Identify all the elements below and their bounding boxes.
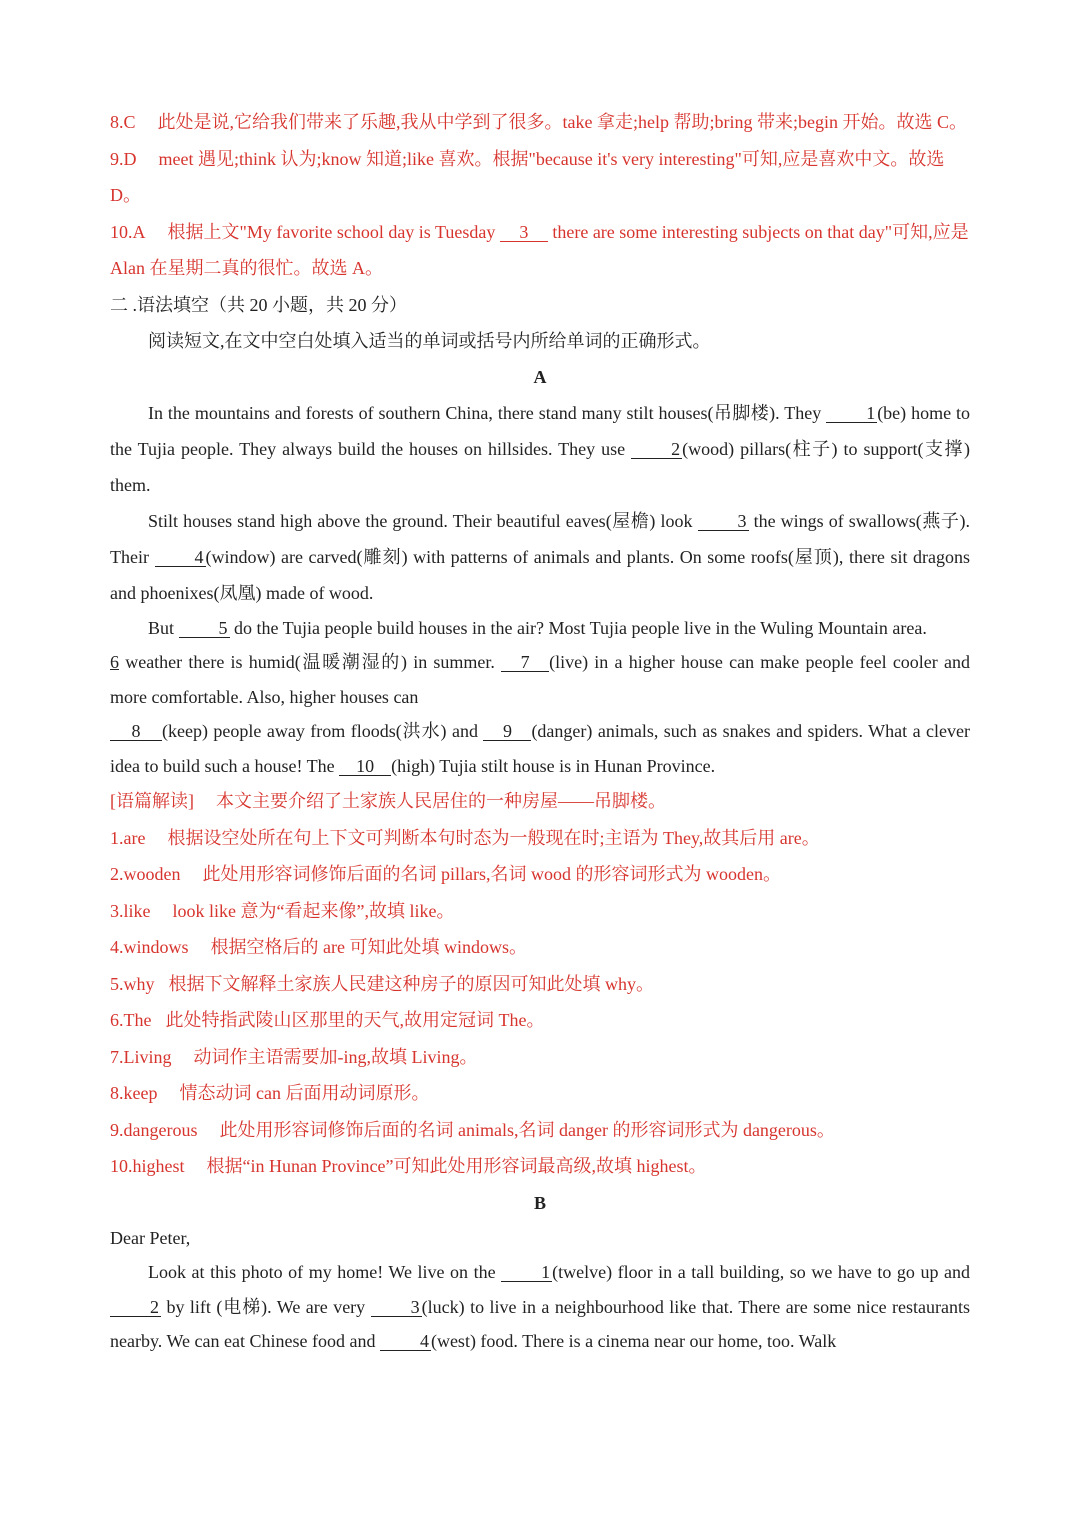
blank-9: 9	[483, 722, 531, 741]
letter-greeting: Dear Peter,	[110, 1227, 191, 1248]
analysis-item-label: 10.highest	[110, 1156, 185, 1176]
passage-a-paragraph-1	[110, 395, 970, 503]
blank-1: 1	[501, 1263, 552, 1282]
paragraph-text: (window) are carved(雕刻) with patterns of animals and plants. On some roofs(屋顶), there sit dragons and phoenixes(凤凰) made of wood.	[110, 546, 970, 603]
analysis-item	[110, 820, 970, 857]
paragraph-text: (twelve) floor in a tall building, so we have to go up and	[552, 1262, 970, 1282]
blank-3: 3	[500, 223, 548, 242]
blank-4: 4	[380, 1332, 431, 1351]
answer-text-post: there are some interesting subjects on that day"可知,应是 Alan 在星期二真的很忙。故选 A。	[110, 221, 969, 278]
blank-6: 6	[110, 652, 119, 672]
answer-item-8	[110, 104, 970, 141]
document-page	[110, 104, 970, 1359]
answer-label: 10.A	[110, 221, 146, 242]
analysis-item-label: 9.dangerous	[110, 1119, 198, 1140]
blank-10: 10	[339, 757, 391, 776]
analysis-item-label: 4.windows	[110, 937, 189, 957]
analysis-item-label: 8.keep	[110, 1083, 158, 1103]
analysis-item-label: 1.are	[110, 827, 146, 848]
paragraph-text: (high) Tujia stilt house is in Hunan Province.	[391, 755, 716, 776]
analysis-item-text: 根据空格后的 are 可知此处填 windows。	[210, 937, 527, 957]
answer-text: 此处是说,它给我们带来了乐趣,我从中学到了很多。take 拿走;help 帮助;bring 带来;begin 开始。故选 C。	[157, 112, 967, 132]
analysis-item	[110, 929, 970, 966]
analysis-item	[110, 893, 970, 930]
paragraph-text: do the Tujia people build houses in the air? Most Tujia people live in the Wuling Mountain area.	[229, 617, 927, 638]
analysis-item-text: look like 意为“看起来像”,故填 like。	[172, 900, 455, 921]
blank-3: 3	[698, 512, 749, 531]
blank-5: 5	[179, 619, 230, 638]
paragraph-text: (live) in a higher house can make people feel cooler and more comfortable. Also, higher houses can	[110, 652, 970, 707]
discourse-analysis	[110, 783, 970, 820]
blank-7: 7	[501, 653, 549, 672]
analysis-item	[110, 1148, 970, 1185]
paragraph-text: In the mountains and forests of southern China, there stand many stilt houses(吊脚楼). They	[148, 402, 827, 423]
analysis-item-label: 5.why	[110, 973, 155, 994]
passage-b-heading: B	[533, 1192, 546, 1213]
analysis-text: 本文主要介绍了土家族人民居住的一种房屋——吊脚楼。	[216, 791, 666, 811]
answer-text-pre: 根据上文"My favorite school day is Tuesday	[167, 221, 500, 242]
analysis-label: [语篇解读]	[110, 791, 194, 811]
paragraph-text: (danger) animals, such as snakes and spiders. What a clever idea to build such a house! The	[110, 721, 970, 776]
analysis-item-label: 6.The	[110, 1010, 152, 1030]
section-title: 二 .语法填空（共 20 小题，共 20 分）	[110, 294, 407, 315]
paragraph-text: (keep) people away from floods(洪水) and	[162, 721, 484, 741]
analysis-item	[110, 1002, 970, 1039]
analysis-item-text: 根据“in Hunan Province”可知此处用形容词最高级,故填 highest。	[206, 1156, 707, 1176]
blank-2: 2	[110, 1298, 161, 1317]
analysis-item-text: 根据下文解释土家族人民建这种房子的原因可知此处填 why。	[168, 973, 654, 994]
passage-a-paragraph-2	[110, 503, 970, 611]
analysis-item	[110, 1039, 970, 1076]
answer-label: 8.C	[110, 112, 136, 132]
paragraph-text: (west) food. There is a cinema near our home, too. Walk	[430, 1331, 837, 1351]
analysis-item-text: 情态动词 can 后面用动词原形。	[179, 1083, 430, 1103]
blank-8: 8	[110, 722, 162, 741]
paragraph-text: Look at this photo of my home! We live on the	[148, 1262, 502, 1282]
analysis-item-text: 根据设空处所在句上下文可判断本句时态为一般现在时;主语为 They,故其后用 are。	[167, 827, 820, 848]
analysis-item-text: 动词作主语需要加-ing,故填 Living。	[193, 1046, 478, 1067]
passage-a-heading: A	[533, 366, 547, 387]
analysis-item-text: 此处特指武陵山区那里的天气,故用定冠词 The。	[165, 1010, 545, 1030]
analysis-item-label: 3.like	[110, 900, 151, 921]
blank-2: 2	[631, 440, 682, 459]
analysis-item	[110, 856, 970, 893]
analysis-item-text: 此处用形容词修饰后面的名词 animals,名词 danger 的形容词形式为 dangerous。	[219, 1119, 835, 1140]
passage-b-paragraph	[110, 1255, 970, 1359]
passage-a-paragraph-3	[110, 611, 970, 646]
blank-4: 4	[155, 548, 206, 567]
paragraph-text: by lift (电梯). We are very	[161, 1296, 371, 1317]
analysis-item-label: 2.wooden	[110, 864, 181, 884]
paragraph-text: (luck) to live in a neighbourhood like that. There are some nice restaurants nearby. We can eat Chinese food and	[110, 1296, 970, 1351]
analysis-item	[110, 1112, 970, 1149]
analysis-item	[110, 1075, 970, 1112]
passage-a-paragraph-5	[110, 714, 970, 783]
blank-1: 1	[826, 404, 877, 423]
paragraph-text: But	[148, 617, 179, 638]
answer-label: 9.D	[110, 148, 137, 169]
analysis-item	[110, 966, 970, 1003]
blank-3: 3	[371, 1298, 422, 1317]
answer-item-10	[110, 214, 970, 287]
paragraph-text: weather there is humid(温暖潮湿的) in summer.	[119, 652, 502, 672]
paragraph-text: (be) home to the Tujia people. They always build the houses on hillsides. They use	[110, 402, 971, 459]
analysis-item-label: 7.Living	[110, 1046, 172, 1067]
paragraph-text: (wood) pillars(柱子) to support(支撑) them.	[110, 438, 970, 495]
answer-text: meet 遇见;think 认为;know 知道;like 喜欢。根据"because it's very interesting"可知,应是喜欢中文。故选 D。	[110, 148, 945, 205]
paragraph-text: the wings of swallows(燕子). Their	[110, 510, 970, 567]
answer-item-9	[110, 141, 970, 214]
analysis-item-text: 此处用形容词修饰后面的名词 pillars,名词 wood 的形容词形式为 wooden。	[202, 864, 781, 884]
paragraph-text: Stilt houses stand high above the ground. Their beautiful eaves(屋檐) look	[148, 510, 698, 531]
section-instruction: 阅读短文,在文中空白处填入适当的单词或括号内所给单词的正确形式。	[148, 330, 711, 351]
passage-a-paragraph-4	[110, 645, 970, 714]
